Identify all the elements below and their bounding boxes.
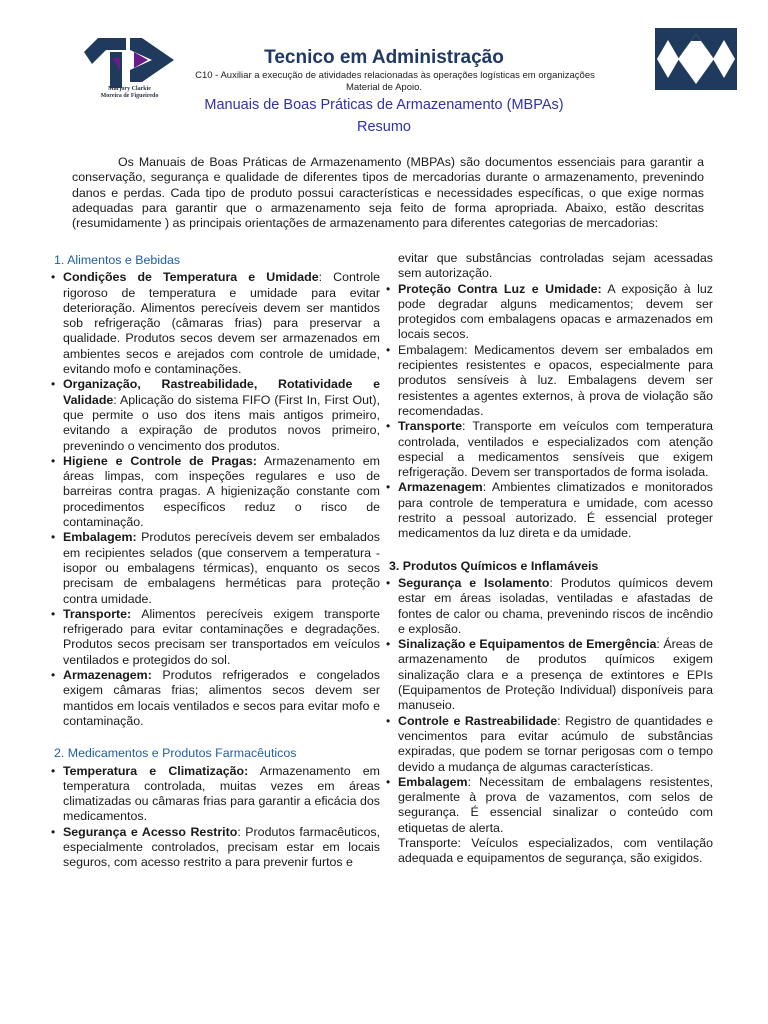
document-subheading: Resumo xyxy=(357,119,411,135)
section-list xyxy=(51,270,380,729)
section-title: 3. Produtos Químicos e Inflamáveis xyxy=(389,558,599,573)
bullet-icon: • xyxy=(51,530,56,545)
logo-caption-line: Marjory Clarkie xyxy=(108,86,151,92)
list-item xyxy=(51,530,380,606)
logo-caption-line: Moreira de Figueiredo xyxy=(100,93,159,99)
bullet-icon: • xyxy=(386,480,391,495)
list-item xyxy=(51,763,380,825)
item-label: Condições de Temperatura e Umidade xyxy=(63,270,319,285)
list-item xyxy=(386,774,713,836)
section-title: 2. Medicamentos e Produtos Farmacêuticos xyxy=(54,746,297,761)
bullet-icon: • xyxy=(386,637,391,652)
item-text: : Produtos químicos devem estar em áreas isoladas, ventiladas e afastadas de fontes de calor ou chama, prevenindo riscos de incêndio e explosão. xyxy=(398,575,713,636)
bullet-icon: • xyxy=(386,774,391,789)
list-item xyxy=(386,637,713,713)
item-label: Organização, Rastreabilidade, Rotatividade e Validade xyxy=(63,377,380,407)
item-text: : Ambientes climatizados e monitorados para controle de temperatura e umidade, com acesso restrito a pessoal autorizado. É essencial proteger medicamentos da luz direta e da umidade. xyxy=(398,480,713,541)
bullet-icon: • xyxy=(386,419,391,434)
item-label: Segurança e Isolamento xyxy=(398,575,550,590)
list-item xyxy=(51,270,380,377)
bullet-icon: • xyxy=(386,713,391,728)
item-text: A exposição à luz pode degradar alguns medicamentos; devem ser protegidos com embalagens opacas e armazenados em locais secos. xyxy=(398,281,713,342)
item-label: Transporte: xyxy=(63,606,132,621)
section-list xyxy=(51,763,380,871)
item-label: Transporte xyxy=(398,419,463,434)
continuation-text: evitar que substâncias controladas sejam acessadas sem autorização. xyxy=(398,251,713,281)
bullet-icon: • xyxy=(386,342,391,357)
item-label: Embalagem xyxy=(398,774,468,789)
item-text: : Transporte em veículos com temperatura controlada, ventilados e especializados com atenção especial a medicamentos sensíveis que exigem refrigeração. Devem ser transportados de forma isolada. xyxy=(398,419,713,480)
list-item xyxy=(386,480,713,541)
item-text: Veículos especializados, com ventilação adequada e equipamentos de segurança, são exigidos. xyxy=(398,835,713,866)
list-item xyxy=(51,453,380,530)
list-item xyxy=(386,342,713,419)
spacer xyxy=(54,729,380,744)
bullet-icon: • xyxy=(51,377,56,392)
item-text: : Necessitam de embalagens resistentes, geralmente à prova de vazamentos, com selos de segurança. É essencial sinalizar o conteúdo com etiquetas de alerta. xyxy=(398,774,713,835)
list-item xyxy=(386,281,713,343)
bullet-icon: • xyxy=(51,763,56,778)
page-title: Tecnico em Administração xyxy=(264,47,504,68)
document-heading: Manuais de Boas Práticas de Armazenamento (MBPAs) xyxy=(204,97,564,113)
spacer xyxy=(389,542,713,557)
bullet-icon: • xyxy=(51,606,56,621)
item-label: Armazenagem: xyxy=(63,668,152,683)
item-label: Controle e Rastreabilidade xyxy=(398,713,558,728)
list-item xyxy=(386,575,713,637)
right-column xyxy=(386,251,713,867)
item-label: Proteção Contra Luz e Umidade: xyxy=(398,281,602,296)
list-item xyxy=(386,419,713,480)
list-item xyxy=(51,824,380,871)
item-label: Sinalização e Equipamentos de Emergência xyxy=(398,637,657,652)
section-list xyxy=(386,281,713,542)
item-text: Alimentos perecíveis exigem transporte refrigerado para evitar contaminações e degradações. Produtos secos precisam ser transportados em veículos ventilados e protegidos do sol. xyxy=(63,606,380,667)
bullet-icon: • xyxy=(51,270,56,285)
item-text: : Aplicação do sistema FIFO (First In, First Out), que permite o uso dos itens mais antigos primeiro, evitando a expiração de produtos novos primeiro, prevenindo o vencimento dos produtos. xyxy=(63,392,380,453)
list-item xyxy=(51,668,380,729)
last-item-text xyxy=(389,836,713,867)
bullet-icon: • xyxy=(386,575,391,590)
item-label: Transporte: xyxy=(398,835,461,850)
item-label: Embalagem: xyxy=(63,530,137,545)
item-text: Embalagem: Medicamentos devem ser embalados em recipientes resistentes e opacos, especialmente para produtos sensíveis à luz. Embalagens devem ser resistentes a agentes externos, à prova de violação são recomendadas. xyxy=(398,342,713,418)
item-text: Produtos refrigerados e congelados exigem câmaras frias; alimentos secos devem ser mantidos em locais ventilados e secos para evitar mofo e contaminação. xyxy=(63,668,380,728)
section-title: 1. Alimentos e Bebidas xyxy=(54,253,181,267)
material-label: Material de Apoio. xyxy=(345,82,423,93)
list-item xyxy=(51,377,380,453)
bullet-icon: • xyxy=(386,281,391,296)
left-column xyxy=(51,251,380,871)
intro-paragraph: Os Manuais de Boas Práticas de Armazenamento (MBPAs) são documentos essenciais para garantir a conservação, segurança e qualidade de diferentes tipos de mercadorias durante o armazenamento, prevenindo danos e perdas. Cada tipo de produto possui características e necessidades específicas, o que exige normas adequadas para garantir que o armazenamento seja feito de forma apropriada. Abaixo, estão descritas (resumidamente ) as principais orientações de armazenamento para diferentes categorias de mercadorias: xyxy=(72,155,704,231)
item-label: Segurança e Acesso Restrito xyxy=(63,824,238,839)
item-label: Temperatura e Climatização: xyxy=(63,763,249,778)
item-text: Armazenamento em áreas limpas, com inspeções regulares e uso de barreiras contra pragas. A higienização constante com procedimentos específicos reduz o risco de contaminação. xyxy=(63,453,380,530)
item-label: Armazenagem xyxy=(398,480,483,495)
bullet-icon: • xyxy=(51,668,56,683)
course-subtitle: C10 - Auxiliar a execução de atividades relacionadas às operações logísticas em organizações xyxy=(195,70,595,81)
section-list xyxy=(386,575,713,836)
bullet-icon: • xyxy=(51,453,56,468)
item-text: : Áreas de armazenamento de produtos químicos exigem sinalização clara e a presença de extintores e EPIs (Equipamentos de Proteção Individual) disponíveis para manuseio. xyxy=(398,637,713,713)
list-item xyxy=(51,606,380,668)
item-text: Armazenamento em temperatura controlada, muitas vezes em áreas climatizadas ou câmaras frias para garantir a eficácia dos medicamentos. xyxy=(63,763,380,824)
item-text: : Registro de quantidades e vencimentos para evitar acúmulo de substâncias expiradas, que podem se tornar perigosas com o tempo devido a mudança de algumas características. xyxy=(398,713,713,774)
item-text: : Produtos farmacêuticos, especialmente controlados, precisam estar em locais seguros, com acesso restrito a para prevenir furtos e xyxy=(63,824,380,870)
item-text: : Controle rigoroso de temperatura e umidade para evitar deterioração. Alimentos perecíveis devem ser mantidos sob refrigeração (câmaras frias) para preservar a qualidade. Produtos secos devem ser armazenados em ambientes secos e arejados com controle de umidade, evitando mofo e contaminações. xyxy=(63,270,380,377)
list-item xyxy=(386,713,713,775)
bullet-icon: • xyxy=(51,824,56,839)
item-text: Produtos perecíveis devem ser embalados em recipientes selados (que conservem a temperatura - isopor ou embalagens térmicas), enquanto os secos precisam de embalagens herméticas para proteção contra umidade. xyxy=(63,530,380,606)
item-label: Higiene e Controle de Pragas: xyxy=(63,453,257,468)
